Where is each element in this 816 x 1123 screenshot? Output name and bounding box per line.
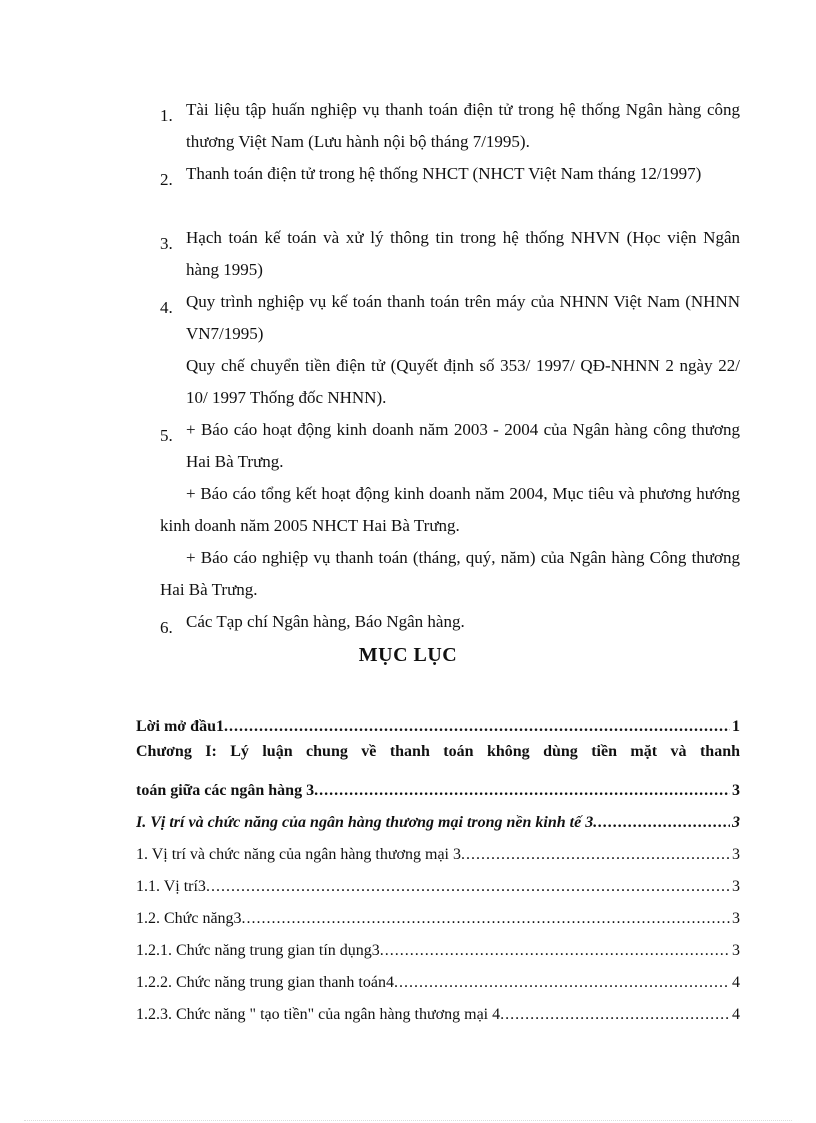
toc-entry-text: Lời mở đầu1 [136, 718, 224, 735]
toc-entry[interactable] [136, 960, 740, 992]
reference-number: 6. [160, 618, 173, 637]
toc-entry-text: 1.2.3. Chức năng " tạo tiền" của ngân hàng thương mại 4 [136, 1006, 501, 1023]
toc-leader [394, 974, 730, 992]
reference-number: 2. [160, 170, 173, 189]
toc-entry-text: 1. Vị trí và chức năng của ngân hàng thương mại 3 [136, 846, 461, 863]
toc-leader [242, 910, 730, 928]
toc-entry[interactable] [136, 864, 740, 896]
reference-number: 4. [160, 298, 173, 317]
toc-entry-text: 1.2.1. Chức năng trung gian tín dụng3 [136, 942, 380, 959]
reference-number: 5. [160, 426, 173, 445]
toc-page-number: 3 [732, 846, 740, 863]
toc-entry[interactable] [136, 992, 740, 1024]
reference-item [160, 414, 740, 478]
toc-page-number: 3 [732, 942, 740, 959]
toc-entry-text-line1: Chương I: Lý luận chung về thanh toán không dùng tiền mặt và thanh [136, 743, 740, 760]
reference-item [160, 158, 740, 190]
toc-entry[interactable] [136, 896, 740, 928]
toc-leader [500, 1006, 730, 1024]
reference-text: Thanh toán điện tử trong hệ thống NHCT (NHCT Việt Nam tháng 12/1997) [186, 164, 702, 183]
toc-entry[interactable] [136, 928, 740, 960]
reference-item [160, 286, 740, 350]
reference-paragraph: + Báo cáo tổng kết hoạt động kinh doanh năm 2004, Mục tiêu và phương hướng kinh doanh năm 2005 NHCT Hai Bà Trưng. [160, 484, 740, 535]
toc-page-number: 1 [732, 718, 740, 735]
toc-entry-text: I. Vị trí và chức năng của ngân hàng thương mại trong nền kinh tế 3 [136, 814, 594, 831]
toc-leader [461, 846, 730, 864]
toc-page-number: 3 [732, 878, 740, 895]
toc-title: MỤC LỤC [358, 644, 458, 666]
reference-number: 1. [160, 106, 173, 125]
reference-item [160, 94, 740, 158]
reference-text: Quy chế chuyển tiền điện tử (Quyết định số 353/ 1997/ QĐ-NHNN 2 ngày 22/ 10/ 1997 Thống đốc NHNN). [186, 356, 740, 407]
reference-text: Tài liệu tập huấn nghiệp vụ thanh toán điện tử trong hệ thống Ngân hàng công thương Việt Nam (Lưu hành nội bộ tháng 7/1995). [186, 100, 740, 151]
toc-leader [593, 814, 730, 832]
reference-text: + Báo cáo hoạt động kinh doanh năm 2003 - 2004 của Ngân hàng công thương Hai Bà Trưng. [186, 420, 740, 471]
table-of-contents [136, 704, 740, 1024]
toc-page-number: 4 [732, 974, 740, 991]
reference-item [160, 606, 740, 638]
reference-item [160, 222, 740, 286]
toc-leader [224, 718, 730, 736]
reference-text: Các Tạp chí Ngân hàng, Báo Ngân hàng. [186, 612, 465, 631]
toc-page-number: 4 [732, 1006, 740, 1023]
toc-entry[interactable] [136, 736, 740, 800]
toc-leader [206, 878, 730, 896]
toc-entry-text: toán giữa các ngân hàng 3 [136, 782, 315, 799]
toc-entry-text: 1.2. Chức năng3 [136, 910, 242, 927]
toc-page-number: 3 [732, 814, 740, 831]
toc-leader [380, 942, 730, 960]
toc-entry-text: 1.1. Vị trí3 [136, 878, 206, 895]
reference-subitem [160, 350, 740, 414]
toc-entry-text: 1.2.2. Chức năng trung gian thanh toán4 [136, 974, 394, 991]
reference-number: 3. [160, 234, 173, 253]
page-bottom-divider [24, 1120, 792, 1121]
toc-leader [314, 782, 730, 800]
reference-text: Quy trình nghiệp vụ kế toán thanh toán trên máy của NHNN Việt Nam (NHNN VN7/1995) [186, 292, 740, 343]
toc-page-number: 3 [732, 782, 740, 799]
toc-entry[interactable] [136, 704, 740, 736]
reference-paragraph: + Báo cáo nghiệp vụ thanh toán (tháng, quý, năm) của Ngân hàng Công thương Hai Bà Trưng. [160, 548, 740, 599]
toc-entry[interactable] [136, 800, 740, 832]
reference-text: Hạch toán kế toán và xử lý thông tin trong hệ thống NHVN (Học viện Ngân hàng 1995) [186, 228, 740, 279]
toc-entry[interactable] [136, 832, 740, 864]
toc-page-number: 3 [732, 910, 740, 927]
